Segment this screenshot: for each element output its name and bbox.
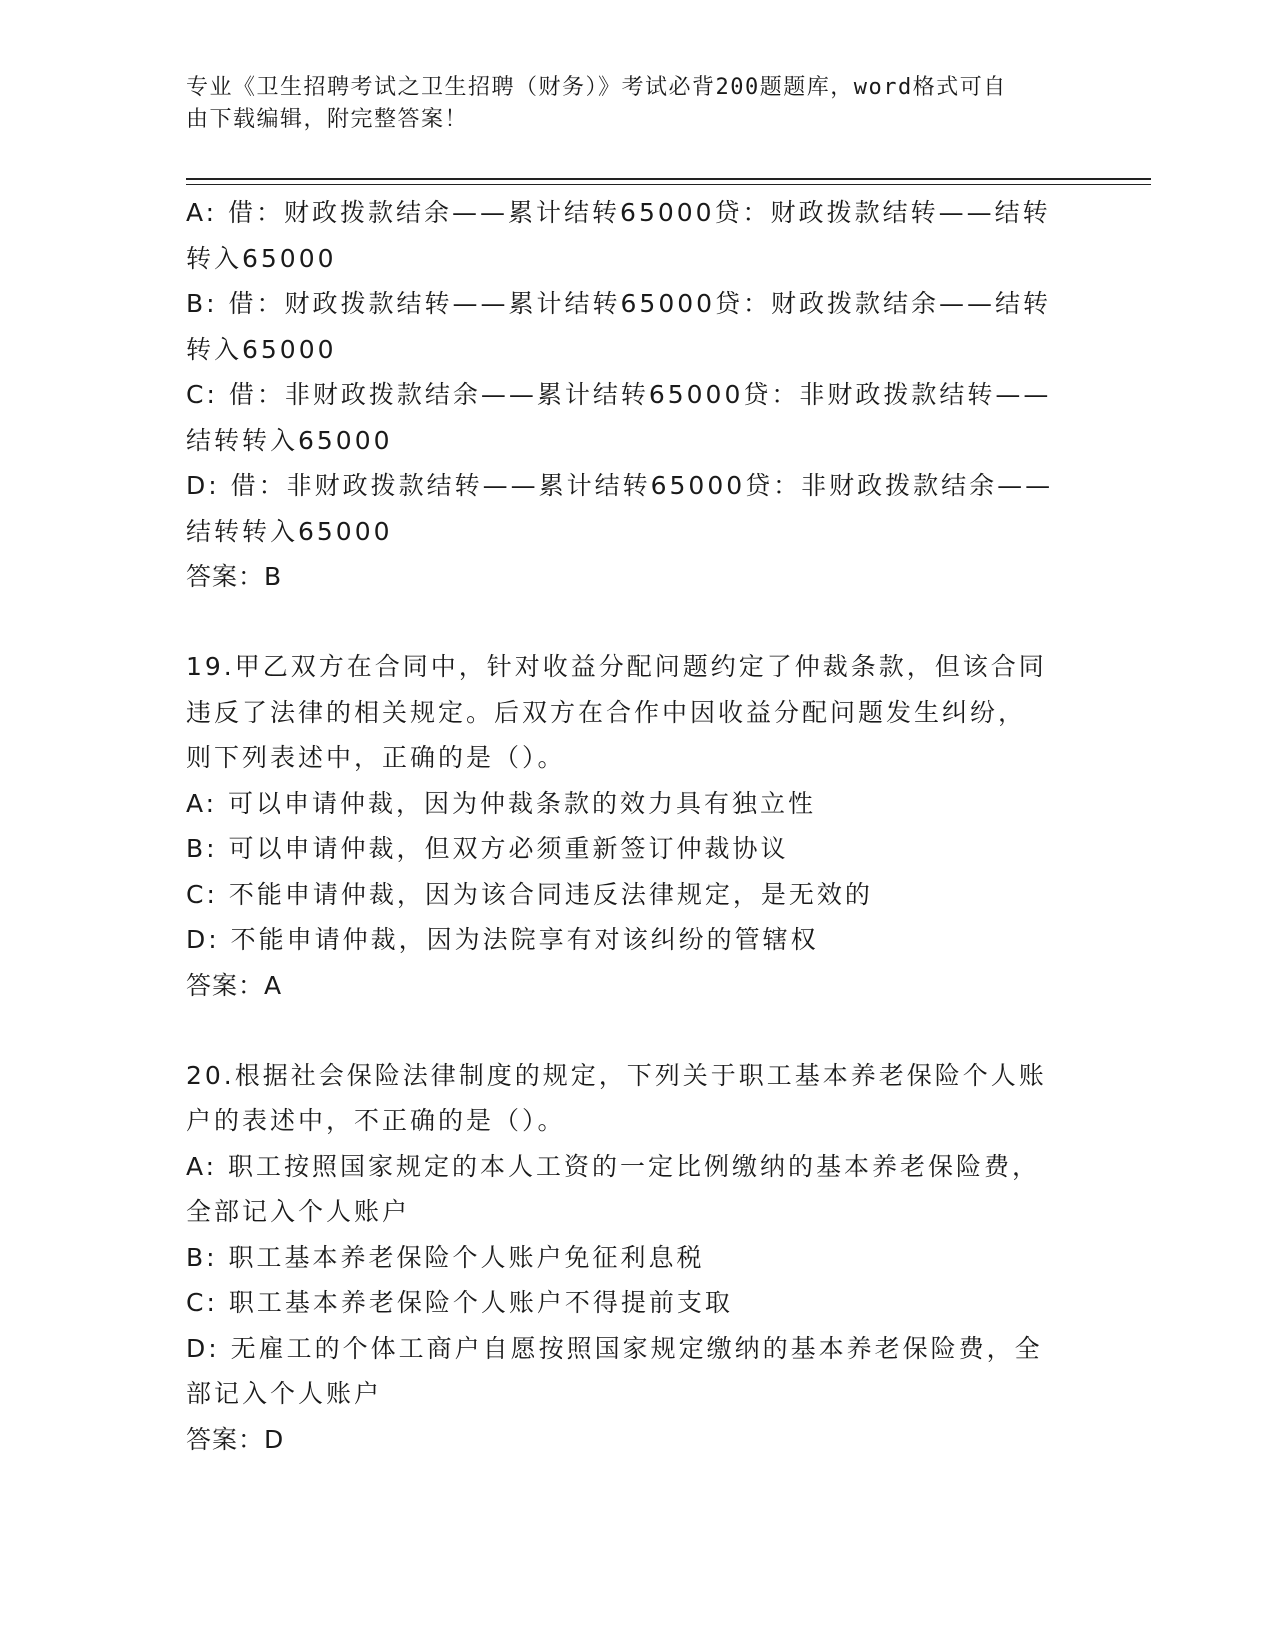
option-b: B: 可以申请仲裁，但双方必须重新签订仲裁协议 (186, 834, 789, 863)
option-d-line-1: D: 无雇工的个体工商户自愿按照国家规定缴纳的基本养老保险费，全 (186, 1333, 1043, 1363)
option-c-line-1: C: 借：非财政拨款结余——累计结转65000贷：非财政拨款结转—— (186, 380, 1052, 409)
option-d: D: 不能申请仲裁，因为法院享有对该纠纷的管辖权 (186, 925, 819, 954)
option-c: C: 不能申请仲裁，因为该合同违反法律规定，是无效的 (186, 879, 873, 909)
question-stem-line-3: 则下列表述中，正确的是（）。 (186, 743, 566, 772)
header-line-1: 专业《卫生招聘考试之卫生招聘（财务）》考试必背200题题库，word格式可自 (186, 75, 1007, 100)
option-a-line-2: 全部记入个人账户 (186, 1197, 411, 1226)
answer-19: 答案：A (186, 970, 283, 1000)
header-line-2: 由下载编辑，附完整答案！ (186, 107, 469, 132)
option-c-line-2: 结转转入65000 (186, 425, 393, 455)
option-a-line-1: A: 借：财政拨款结余——累计结转65000贷：财政拨款结转——结转 (186, 198, 1051, 227)
header-divider-thick (186, 178, 1151, 180)
option-d-line-2: 部记入个人账户 (186, 1379, 383, 1408)
spacer (186, 1009, 1086, 1053)
option-b-line-1: B: 借：财政拨款结转——累计结转65000贷：财政拨款结余——结转 (186, 289, 1052, 318)
option-a-line-1: A: 职工按照国家规定的本人工资的一定比例缴纳的基本养老保险费， (186, 1151, 1041, 1181)
option-d-line-2: 结转转入65000 (186, 516, 393, 546)
option-b: B: 职工基本养老保险个人账户免征利息税 (186, 1242, 705, 1272)
question-20 (186, 1053, 1086, 1463)
option-d-line-1: D: 借：非财政拨款结转——累计结转65000贷：非财政拨款结余—— (186, 471, 1054, 500)
option-a-line-2: 转入65000 (186, 243, 337, 273)
option-a: A: 可以申请仲裁，因为仲裁条款的效力具有独立性 (186, 788, 817, 818)
document-body (186, 190, 1086, 1463)
question-stem-line-1: 20.根据社会保险法律制度的规定，下列关于职工基本养老保险个人账 (186, 1060, 1047, 1090)
question-19 (186, 644, 1086, 1009)
document-header (186, 72, 1066, 136)
question-stem-line-2: 户的表述中，不正确的是（）。 (186, 1106, 566, 1135)
question-stem-line-2: 违反了法律的相关规定。后双方在合作中因收益分配问题发生纠纷， (186, 697, 1027, 727)
answer-20: 答案：D (186, 1424, 285, 1454)
header-divider-thin (186, 184, 1151, 185)
spacer (186, 600, 1086, 644)
question-18 (186, 190, 1086, 600)
question-stem-line-1: 19.甲乙双方在合同中，针对收益分配问题约定了仲裁条款，但该合同 (186, 652, 1047, 681)
option-c: C: 职工基本养老保险个人账户不得提前支取 (186, 1288, 733, 1317)
answer-18: 答案：B (186, 562, 283, 591)
option-b-line-2: 转入65000 (186, 334, 337, 364)
